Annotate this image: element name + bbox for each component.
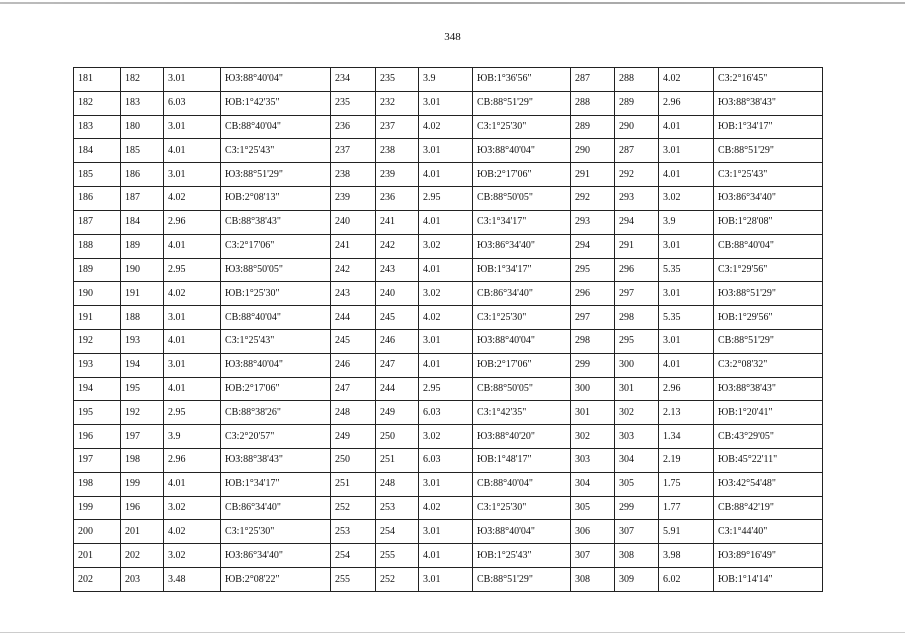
cell-bearing: ЮЗ:42°54'48" bbox=[714, 472, 823, 496]
cell-from-point: 184 bbox=[74, 139, 121, 163]
cell-bearing: СВ:88°38'43" bbox=[221, 210, 331, 234]
cell-bearing: ЮВ:2°08'22" bbox=[221, 568, 331, 592]
cell-length: 3.01 bbox=[164, 68, 221, 92]
cell-bearing: ЮЗ:88°38'43" bbox=[714, 91, 823, 115]
cell-bearing: ЮВ:1°36'56" bbox=[473, 68, 571, 92]
cell-to-point: 243 bbox=[376, 258, 419, 282]
table-row bbox=[74, 115, 823, 139]
cell-to-point: 203 bbox=[121, 568, 164, 592]
cell-to-point: 188 bbox=[121, 306, 164, 330]
cell-from-point: 201 bbox=[74, 544, 121, 568]
cell-from-point: 240 bbox=[331, 210, 376, 234]
cell-length: 3.01 bbox=[659, 234, 714, 258]
cell-from-point: 307 bbox=[571, 544, 615, 568]
cell-length: 2.96 bbox=[164, 210, 221, 234]
cell-to-point: 253 bbox=[376, 496, 419, 520]
cell-bearing: СВ:88°40'04" bbox=[221, 306, 331, 330]
cell-length: 4.01 bbox=[419, 353, 473, 377]
cell-length: 3.02 bbox=[419, 234, 473, 258]
cell-length: 5.35 bbox=[659, 306, 714, 330]
cell-from-point: 306 bbox=[571, 520, 615, 544]
cell-length: 2.13 bbox=[659, 401, 714, 425]
cell-bearing: СВ:88°50'05" bbox=[473, 187, 571, 211]
cell-length: 3.01 bbox=[419, 568, 473, 592]
cell-to-point: 238 bbox=[376, 139, 419, 163]
cell-to-point: 185 bbox=[121, 139, 164, 163]
cell-to-point: 301 bbox=[615, 377, 659, 401]
cell-to-point: 298 bbox=[615, 306, 659, 330]
cell-length: 4.01 bbox=[164, 472, 221, 496]
cell-bearing: СВ:88°40'04" bbox=[714, 234, 823, 258]
cell-length: 6.02 bbox=[659, 568, 714, 592]
coordinates-table bbox=[73, 67, 823, 592]
cell-length: 3.01 bbox=[419, 472, 473, 496]
cell-from-point: 195 bbox=[74, 401, 121, 425]
cell-bearing: ЮВ:1°34'17" bbox=[221, 472, 331, 496]
table-row bbox=[74, 353, 823, 377]
cell-to-point: 307 bbox=[615, 520, 659, 544]
cell-bearing: СВ:88°51'29" bbox=[473, 568, 571, 592]
cell-to-point: 302 bbox=[615, 401, 659, 425]
cell-bearing: ЮЗ:88°51'29" bbox=[221, 163, 331, 187]
cell-length: 6.03 bbox=[419, 401, 473, 425]
cell-from-point: 190 bbox=[74, 282, 121, 306]
cell-bearing: СВ:88°38'26" bbox=[221, 401, 331, 425]
cell-bearing: ЮЗ:88°50'05" bbox=[221, 258, 331, 282]
cell-bearing: СЗ:1°44'40" bbox=[714, 520, 823, 544]
cell-to-point: 183 bbox=[121, 91, 164, 115]
table-row bbox=[74, 401, 823, 425]
cell-length: 4.01 bbox=[419, 258, 473, 282]
cell-from-point: 303 bbox=[571, 449, 615, 473]
cell-length: 4.01 bbox=[164, 139, 221, 163]
cell-from-point: 243 bbox=[331, 282, 376, 306]
cell-to-point: 244 bbox=[376, 377, 419, 401]
cell-length: 4.01 bbox=[659, 353, 714, 377]
table-row bbox=[74, 306, 823, 330]
cell-length: 2.96 bbox=[659, 91, 714, 115]
cell-to-point: 304 bbox=[615, 449, 659, 473]
cell-length: 2.95 bbox=[419, 377, 473, 401]
cell-length: 3.02 bbox=[659, 187, 714, 211]
cell-length: 4.02 bbox=[164, 282, 221, 306]
cell-length: 3.01 bbox=[419, 329, 473, 353]
cell-to-point: 202 bbox=[121, 544, 164, 568]
cell-length: 3.01 bbox=[164, 115, 221, 139]
cell-to-point: 303 bbox=[615, 425, 659, 449]
cell-to-point: 294 bbox=[615, 210, 659, 234]
cell-from-point: 289 bbox=[571, 115, 615, 139]
cell-from-point: 191 bbox=[74, 306, 121, 330]
cell-bearing: СВ:88°51'29" bbox=[714, 139, 823, 163]
cell-length: 4.02 bbox=[164, 520, 221, 544]
cell-bearing: СВ:43°29'05" bbox=[714, 425, 823, 449]
cell-to-point: 297 bbox=[615, 282, 659, 306]
cell-to-point: 255 bbox=[376, 544, 419, 568]
table-row bbox=[74, 91, 823, 115]
cell-bearing: ЮВ:1°28'08" bbox=[714, 210, 823, 234]
cell-length: 4.01 bbox=[659, 115, 714, 139]
table-body bbox=[74, 68, 823, 592]
cell-length: 3.01 bbox=[419, 91, 473, 115]
cell-bearing: ЮВ:2°17'06" bbox=[473, 163, 571, 187]
cell-bearing: ЮЗ:88°51'29" bbox=[714, 282, 823, 306]
cell-length: 3.48 bbox=[164, 568, 221, 592]
cell-to-point: 189 bbox=[121, 234, 164, 258]
cell-bearing: СВ:88°40'04" bbox=[473, 472, 571, 496]
cell-length: 1.75 bbox=[659, 472, 714, 496]
cell-length: 1.34 bbox=[659, 425, 714, 449]
cell-to-point: 180 bbox=[121, 115, 164, 139]
cell-length: 3.01 bbox=[659, 139, 714, 163]
cell-length: 3.02 bbox=[164, 544, 221, 568]
table-row bbox=[74, 234, 823, 258]
cell-from-point: 288 bbox=[571, 91, 615, 115]
cell-bearing: ЮЗ:88°38'43" bbox=[714, 377, 823, 401]
cell-bearing: СЗ:1°25'30" bbox=[473, 115, 571, 139]
table-row bbox=[74, 496, 823, 520]
cell-length: 4.01 bbox=[659, 163, 714, 187]
cell-from-point: 187 bbox=[74, 210, 121, 234]
cell-length: 4.02 bbox=[659, 68, 714, 92]
cell-from-point: 235 bbox=[331, 91, 376, 115]
cell-length: 4.01 bbox=[164, 329, 221, 353]
table-row bbox=[74, 568, 823, 592]
cell-from-point: 202 bbox=[74, 568, 121, 592]
cell-from-point: 238 bbox=[331, 163, 376, 187]
cell-from-point: 246 bbox=[331, 353, 376, 377]
cell-length: 2.96 bbox=[164, 449, 221, 473]
cell-bearing: СЗ:2°08'32" bbox=[714, 353, 823, 377]
cell-to-point: 308 bbox=[615, 544, 659, 568]
cell-from-point: 292 bbox=[571, 187, 615, 211]
cell-bearing: ЮЗ:86°34'40" bbox=[221, 544, 331, 568]
scan-edge-top bbox=[0, 2, 905, 4]
cell-from-point: 293 bbox=[571, 210, 615, 234]
cell-from-point: 295 bbox=[571, 258, 615, 282]
cell-from-point: 241 bbox=[331, 234, 376, 258]
cell-from-point: 197 bbox=[74, 449, 121, 473]
cell-from-point: 199 bbox=[74, 496, 121, 520]
cell-length: 3.02 bbox=[419, 282, 473, 306]
cell-to-point: 300 bbox=[615, 353, 659, 377]
cell-from-point: 301 bbox=[571, 401, 615, 425]
cell-length: 4.02 bbox=[419, 496, 473, 520]
cell-to-point: 190 bbox=[121, 258, 164, 282]
cell-length: 3.01 bbox=[659, 329, 714, 353]
cell-from-point: 252 bbox=[331, 496, 376, 520]
cell-from-point: 200 bbox=[74, 520, 121, 544]
cell-to-point: 186 bbox=[121, 163, 164, 187]
cell-from-point: 188 bbox=[74, 234, 121, 258]
cell-length: 4.01 bbox=[419, 544, 473, 568]
cell-from-point: 250 bbox=[331, 449, 376, 473]
cell-length: 5.35 bbox=[659, 258, 714, 282]
table-row bbox=[74, 163, 823, 187]
cell-length: 3.01 bbox=[659, 282, 714, 306]
cell-from-point: 244 bbox=[331, 306, 376, 330]
cell-to-point: 184 bbox=[121, 210, 164, 234]
cell-bearing: ЮЗ:86°34'40" bbox=[473, 234, 571, 258]
cell-bearing: СЗ:2°16'45" bbox=[714, 68, 823, 92]
table-row bbox=[74, 139, 823, 163]
cell-to-point: 295 bbox=[615, 329, 659, 353]
cell-bearing: СЗ:1°42'35" bbox=[473, 401, 571, 425]
cell-from-point: 242 bbox=[331, 258, 376, 282]
cell-from-point: 185 bbox=[74, 163, 121, 187]
cell-bearing: ЮЗ:88°40'04" bbox=[473, 329, 571, 353]
cell-from-point: 298 bbox=[571, 329, 615, 353]
cell-length: 3.9 bbox=[419, 68, 473, 92]
cell-to-point: 187 bbox=[121, 187, 164, 211]
cell-bearing: ЮВ:45°22'11" bbox=[714, 449, 823, 473]
cell-to-point: 287 bbox=[615, 139, 659, 163]
cell-from-point: 296 bbox=[571, 282, 615, 306]
cell-length: 1.77 bbox=[659, 496, 714, 520]
cell-bearing: ЮЗ:88°40'04" bbox=[473, 520, 571, 544]
cell-to-point: 246 bbox=[376, 329, 419, 353]
cell-to-point: 299 bbox=[615, 496, 659, 520]
cell-bearing: СВ:88°50'05" bbox=[473, 377, 571, 401]
cell-to-point: 191 bbox=[121, 282, 164, 306]
cell-bearing: СВ:86°34'40" bbox=[473, 282, 571, 306]
table-row bbox=[74, 282, 823, 306]
cell-to-point: 254 bbox=[376, 520, 419, 544]
table-row bbox=[74, 68, 823, 92]
cell-bearing: ЮВ:2°17'06" bbox=[473, 353, 571, 377]
cell-to-point: 241 bbox=[376, 210, 419, 234]
cell-bearing: СЗ:1°25'43" bbox=[714, 163, 823, 187]
table-row bbox=[74, 449, 823, 473]
table-row bbox=[74, 472, 823, 496]
cell-length: 3.01 bbox=[164, 353, 221, 377]
cell-to-point: 293 bbox=[615, 187, 659, 211]
cell-bearing: ЮВ:1°48'17" bbox=[473, 449, 571, 473]
cell-from-point: 248 bbox=[331, 401, 376, 425]
cell-length: 4.02 bbox=[419, 306, 473, 330]
cell-length: 6.03 bbox=[164, 91, 221, 115]
cell-bearing: ЮВ:1°20'41" bbox=[714, 401, 823, 425]
cell-bearing: СЗ:1°25'30" bbox=[473, 496, 571, 520]
cell-from-point: 183 bbox=[74, 115, 121, 139]
cell-bearing: ЮЗ:88°40'04" bbox=[221, 353, 331, 377]
cell-to-point: 193 bbox=[121, 329, 164, 353]
cell-to-point: 195 bbox=[121, 377, 164, 401]
cell-from-point: 291 bbox=[571, 163, 615, 187]
cell-length: 2.95 bbox=[419, 187, 473, 211]
cell-length: 3.01 bbox=[419, 139, 473, 163]
cell-bearing: СЗ:1°25'30" bbox=[221, 520, 331, 544]
cell-length: 3.01 bbox=[164, 306, 221, 330]
cell-length: 3.02 bbox=[164, 496, 221, 520]
cell-from-point: 193 bbox=[74, 353, 121, 377]
cell-from-point: 247 bbox=[331, 377, 376, 401]
cell-length: 2.95 bbox=[164, 401, 221, 425]
cell-bearing: ЮЗ:86°34'40" bbox=[714, 187, 823, 211]
cell-from-point: 237 bbox=[331, 139, 376, 163]
cell-bearing: ЮВ:1°34'17" bbox=[473, 258, 571, 282]
cell-from-point: 236 bbox=[331, 115, 376, 139]
cell-from-point: 192 bbox=[74, 329, 121, 353]
cell-from-point: 198 bbox=[74, 472, 121, 496]
cell-length: 3.9 bbox=[659, 210, 714, 234]
cell-from-point: 302 bbox=[571, 425, 615, 449]
cell-to-point: 237 bbox=[376, 115, 419, 139]
cell-to-point: 309 bbox=[615, 568, 659, 592]
cell-bearing: СВ:88°40'04" bbox=[221, 115, 331, 139]
cell-bearing: ЮВ:1°14'14" bbox=[714, 568, 823, 592]
cell-from-point: 304 bbox=[571, 472, 615, 496]
cell-from-point: 181 bbox=[74, 68, 121, 92]
cell-to-point: 252 bbox=[376, 568, 419, 592]
cell-from-point: 287 bbox=[571, 68, 615, 92]
cell-to-point: 290 bbox=[615, 115, 659, 139]
cell-bearing: ЮЗ:89°16'49" bbox=[714, 544, 823, 568]
cell-bearing: ЮЗ:88°40'04" bbox=[221, 68, 331, 92]
cell-to-point: 291 bbox=[615, 234, 659, 258]
cell-length: 4.02 bbox=[419, 115, 473, 139]
cell-from-point: 300 bbox=[571, 377, 615, 401]
cell-to-point: 251 bbox=[376, 449, 419, 473]
cell-from-point: 308 bbox=[571, 568, 615, 592]
cell-length: 3.01 bbox=[164, 163, 221, 187]
cell-from-point: 255 bbox=[331, 568, 376, 592]
cell-to-point: 239 bbox=[376, 163, 419, 187]
cell-length: 5.91 bbox=[659, 520, 714, 544]
cell-from-point: 239 bbox=[331, 187, 376, 211]
cell-from-point: 249 bbox=[331, 425, 376, 449]
cell-from-point: 294 bbox=[571, 234, 615, 258]
cell-length: 4.01 bbox=[164, 377, 221, 401]
cell-to-point: 198 bbox=[121, 449, 164, 473]
cell-bearing: ЮЗ:88°40'04" bbox=[473, 139, 571, 163]
cell-bearing: СЗ:1°25'43" bbox=[221, 139, 331, 163]
cell-length: 6.03 bbox=[419, 449, 473, 473]
cell-length: 4.01 bbox=[164, 234, 221, 258]
cell-to-point: 235 bbox=[376, 68, 419, 92]
cell-bearing: ЮВ:1°42'35" bbox=[221, 91, 331, 115]
cell-from-point: 182 bbox=[74, 91, 121, 115]
cell-bearing: ЮЗ:88°38'43" bbox=[221, 449, 331, 473]
cell-length: 3.02 bbox=[419, 425, 473, 449]
cell-bearing: ЮВ:2°17'06" bbox=[221, 377, 331, 401]
cell-to-point: 305 bbox=[615, 472, 659, 496]
table-row bbox=[74, 544, 823, 568]
cell-from-point: 196 bbox=[74, 425, 121, 449]
cell-bearing: СЗ:2°17'06" bbox=[221, 234, 331, 258]
table-row bbox=[74, 425, 823, 449]
cell-to-point: 288 bbox=[615, 68, 659, 92]
cell-bearing: ЮВ:1°25'30" bbox=[221, 282, 331, 306]
cell-length: 4.01 bbox=[419, 163, 473, 187]
cell-bearing: ЮЗ:88°40'20" bbox=[473, 425, 571, 449]
cell-from-point: 234 bbox=[331, 68, 376, 92]
cell-length: 3.01 bbox=[419, 520, 473, 544]
table-row bbox=[74, 520, 823, 544]
cell-to-point: 245 bbox=[376, 306, 419, 330]
table-row bbox=[74, 258, 823, 282]
cell-from-point: 245 bbox=[331, 329, 376, 353]
cell-bearing: СЗ:1°25'30" bbox=[473, 306, 571, 330]
cell-from-point: 194 bbox=[74, 377, 121, 401]
cell-bearing: ЮВ:1°29'56" bbox=[714, 306, 823, 330]
cell-to-point: 289 bbox=[615, 91, 659, 115]
cell-bearing: СВ:86°34'40" bbox=[221, 496, 331, 520]
cell-from-point: 251 bbox=[331, 472, 376, 496]
cell-from-point: 290 bbox=[571, 139, 615, 163]
cell-to-point: 236 bbox=[376, 187, 419, 211]
cell-from-point: 299 bbox=[571, 353, 615, 377]
cell-from-point: 186 bbox=[74, 187, 121, 211]
cell-to-point: 182 bbox=[121, 68, 164, 92]
cell-bearing: СВ:88°51'29" bbox=[714, 329, 823, 353]
cell-from-point: 189 bbox=[74, 258, 121, 282]
cell-from-point: 254 bbox=[331, 544, 376, 568]
cell-to-point: 196 bbox=[121, 496, 164, 520]
cell-to-point: 240 bbox=[376, 282, 419, 306]
table-row bbox=[74, 187, 823, 211]
cell-length: 3.98 bbox=[659, 544, 714, 568]
cell-to-point: 199 bbox=[121, 472, 164, 496]
cell-to-point: 232 bbox=[376, 91, 419, 115]
cell-to-point: 201 bbox=[121, 520, 164, 544]
cell-to-point: 296 bbox=[615, 258, 659, 282]
cell-bearing: ЮВ:1°25'43" bbox=[473, 544, 571, 568]
cell-from-point: 253 bbox=[331, 520, 376, 544]
cell-bearing: ЮВ:1°34'17" bbox=[714, 115, 823, 139]
cell-to-point: 250 bbox=[376, 425, 419, 449]
cell-bearing: СЗ:1°34'17" bbox=[473, 210, 571, 234]
cell-length: 2.96 bbox=[659, 377, 714, 401]
cell-length: 2.95 bbox=[164, 258, 221, 282]
cell-to-point: 197 bbox=[121, 425, 164, 449]
cell-bearing: СЗ:1°29'56" bbox=[714, 258, 823, 282]
cell-to-point: 292 bbox=[615, 163, 659, 187]
cell-from-point: 297 bbox=[571, 306, 615, 330]
cell-to-point: 249 bbox=[376, 401, 419, 425]
table-row bbox=[74, 377, 823, 401]
cell-bearing: СВ:88°51'29" bbox=[473, 91, 571, 115]
cell-length: 3.9 bbox=[164, 425, 221, 449]
cell-length: 4.02 bbox=[164, 187, 221, 211]
cell-to-point: 248 bbox=[376, 472, 419, 496]
cell-bearing: СЗ:1°25'43" bbox=[221, 329, 331, 353]
cell-bearing: СВ:88°42'19" bbox=[714, 496, 823, 520]
cell-from-point: 305 bbox=[571, 496, 615, 520]
cell-bearing: СЗ:2°20'57" bbox=[221, 425, 331, 449]
cell-bearing: ЮВ:2°08'13" bbox=[221, 187, 331, 211]
table-row bbox=[74, 210, 823, 234]
cell-to-point: 242 bbox=[376, 234, 419, 258]
page-number: 348 bbox=[444, 31, 461, 43]
cell-length: 2.19 bbox=[659, 449, 714, 473]
cell-length: 4.01 bbox=[419, 210, 473, 234]
cell-to-point: 247 bbox=[376, 353, 419, 377]
table-row bbox=[74, 329, 823, 353]
scan-edge-bottom bbox=[0, 632, 905, 633]
cell-to-point: 192 bbox=[121, 401, 164, 425]
cell-to-point: 194 bbox=[121, 353, 164, 377]
